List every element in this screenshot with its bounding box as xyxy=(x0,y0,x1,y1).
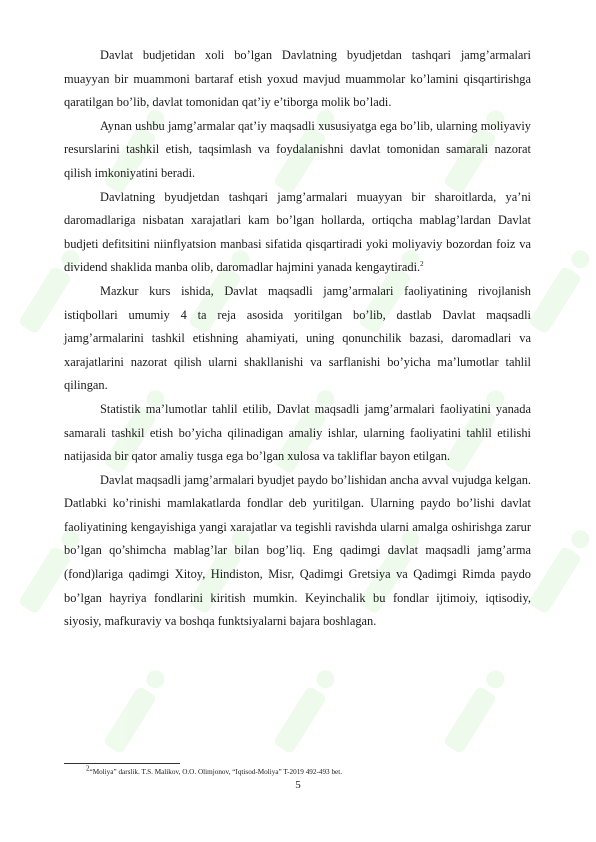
page-number: 5 xyxy=(295,779,301,791)
footnote-divider xyxy=(64,763,180,764)
paragraph-3 xyxy=(64,186,531,280)
footnote-reference[interactable]: 2 xyxy=(420,260,424,269)
paragraph-4: Mazkur kurs ishida, Davlat maqsadli jamg’armalari faoliyatining rivojlanish istiqbollari umumiy 4 ta reja asosida yoritilgan bo’lib, dastlab Davlat maqsadli jamg’armalarini tashkil etishning ahamiyati, uning qonunchilik bazasi, daromadlari va xarajatlarini nazorat qilish ularni shakllanishi va sarflanishi bo’yicha ma’lumotlar tahlil qilingan. xyxy=(64,283,531,393)
watermark-mark xyxy=(443,666,510,755)
watermark-mark xyxy=(103,666,170,755)
watermark-mark xyxy=(528,246,595,335)
footnote xyxy=(64,764,534,777)
body-text xyxy=(64,44,531,634)
footnote-text: “Moliya” darslik. T.S. Malikov, O.O. Olimjonov, “Iqtisod-Moliya” T-2019 492-493 bet. xyxy=(89,768,343,776)
paragraph-5: Statistik ma’lumotlar tahlil etilib, Davlat maqsadli jamg’armalari faoliyatini yanada samarali tashkil etish bo’yicha qilinadigan amaliy ishlar, ularning faoliyatini tahlil etilishi natijasida bir qator amaliy tusga ega bo’lgan xulosa va takliflar bayon etilgan. xyxy=(64,401,531,464)
watermark-mark xyxy=(528,526,595,615)
paragraph-1: Davlat budjetidan xoli bo’lgan Davlatning byudjetdan tashqari jamg’armalari muayyan bir muammoni bartaraf etish yoxud mavjud muammolar ko’lamini qisqartirishga qaratilgan bo’lib, davlat tomonidan qat’iy e’tiborga molik bo’ladi. xyxy=(64,48,531,110)
paragraph-3-text: Davlatning byudjetdan tashqari jamg’armalari muayyan bir sharoitlarda, ya’ni daromadlariga nisbatan xarajatlari kam bo’lgan hollarda, ortiqcha mablag’lardan Davlat budjeti defitsitini niinflyatsion manbasi sifatida qisqartiradi yoki moliyaviy bozordan foiz va dividend shaklida manba olib, daromadlar hajmini yanada kengaytiradi. xyxy=(64,189,531,275)
watermark-mark xyxy=(273,666,340,755)
paragraph-6: Davlat maqsadli jamg’armalari byudjet paydo bo’lishidan ancha avval vujudga kelgan. Datlabki ko’rinishi mamlakatlarda fondlar deb yuritilgan. Ularning paydo bo’lishi davlat faoliyatining kengayishiga yangi xarajatlar va tegishli ravishda ularni amalga oshirishga zarur bo’lgan qo’shimcha mablag’lar bilan bog’liq. Eng qadimgi davlat maqsadli jamg’arma (fond)lariga qadimgi Xitoy, Hindiston, Misr, Qadimgi Gretsiya va Qadimgi Rimda paydo bo’lgan hayriya fondlarini kiritish mumkin. Keyinchalik bu fondlar ijtimoiy, iqtisodiy, siyosiy, mafkuraviy va boshqa funktsiyalarni bajara boshlagan. xyxy=(64,472,531,629)
footnote-marker: 2 xyxy=(86,764,90,773)
paragraph-2: Aynan ushbu jamg’armalar qat’iy maqsadli xususiyatga ega bo’lib, ularning moliyaviy resurslarini tashkil etish, taqsimlash va foydalanishni davlat tomonidan samarali nazorat qilish imkoniyatini beradi. xyxy=(64,118,531,180)
